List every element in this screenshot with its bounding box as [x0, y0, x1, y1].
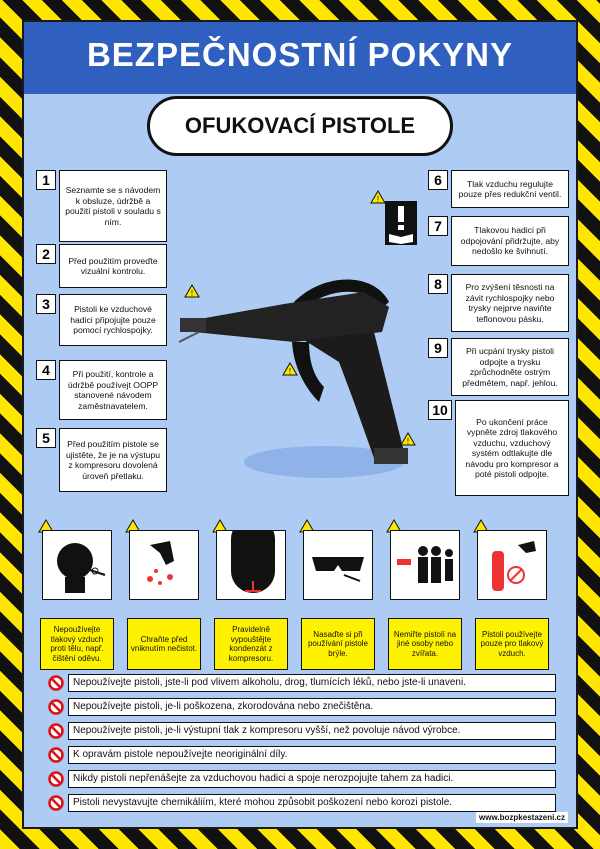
step-5 [36, 428, 167, 492]
rule-item [48, 746, 556, 766]
picto-caption: Pistoli používejte pouze pro tlakový vzduch. [475, 618, 549, 670]
prohibition-icon [48, 771, 64, 787]
step-text: Tlak vzduchu regulujte pouze přes redukční ventil. [451, 170, 569, 208]
step-7 [428, 216, 569, 266]
step-1 [36, 170, 167, 242]
step-6 [428, 170, 569, 208]
step-text: Při ucpání trysky pistoli odpojte a trysku zprůchodněte ostrým předmětem, např. jehlou. [451, 338, 569, 396]
prohibition-icon [48, 795, 64, 811]
step-text: Po ukončení práce vypněte zdroj tlakového vzduchu, vzduchový systém odtlakujte dle návodu pro kompresor a poté pistoli odpojte. [455, 400, 569, 496]
step-text: Před použitím pistole se ujistěte, že je na výstupu z kompresoru dovolená úroveň přetlaku. [59, 428, 167, 492]
read-manual-icon [384, 200, 418, 251]
subtitle-pill: OFUKOVACÍ PISTOLE [147, 96, 453, 156]
step-number: 8 [428, 274, 448, 294]
step-3 [36, 294, 167, 346]
rule-item [48, 674, 556, 694]
head-blow-icon [42, 530, 112, 600]
step-number: 5 [36, 428, 56, 448]
goggles-icon [303, 530, 373, 600]
step-number: 9 [428, 338, 448, 358]
header-bar [24, 22, 576, 94]
page-title: BEZPEČNOSTNÍ POKYNY [86, 36, 514, 73]
warning-icon [370, 190, 386, 209]
step-number: 6 [428, 170, 448, 190]
rule-text: K opravám pistole nepoužívejte neoriginální díly. [68, 746, 556, 764]
footer-url[interactable]: www.bozpkestazeni.cz [476, 812, 568, 823]
step-text: Tlakovou hadici při odpojování přidržujte, aby nedošlo ke švihnutí. [451, 216, 569, 266]
svg-text:!: ! [190, 289, 194, 298]
step-number: 2 [36, 244, 56, 264]
prohibition-icon [48, 675, 64, 691]
svg-text:!: ! [376, 195, 380, 204]
step-4 [36, 360, 167, 420]
step-9 [428, 338, 569, 396]
prohibition-icon [48, 699, 64, 715]
air-blow-gun-illustration [174, 262, 424, 497]
rule-text: Nepoužívejte pistoli, je-li poškozena, zkorodována nebo znečištěna. [68, 698, 556, 716]
step-text: Při použití, kontrole a údržbě používejt OOPP stanovené návodem zaměstnavatelem. [59, 360, 167, 420]
step-text: Seznamte se s návodem k obsluze, údržbě a použití pistoli v souladu s ním. [59, 170, 167, 242]
step-8 [428, 274, 569, 332]
rule-text: Pistoli nevystavujte chemikáliím, které mohou způsobit poškození nebo korozi pistole. [68, 794, 556, 812]
step-text: Před použitím proveďte vizuální kontrolu. [59, 244, 167, 288]
picto-caption: Nasaďte si při používání pistole brýle. [301, 618, 375, 670]
step-number: 1 [36, 170, 56, 190]
picto-caption: Pravidelně vypouštějte kondenzát z kompresoru. [214, 618, 288, 670]
step-text: Pistoli ke vzduchové hadici připojujte pouze pomocí rychlospojky. [59, 294, 167, 346]
picto-caption: Nemiřte pistolí na jiné osoby nebo zvířata. [388, 618, 462, 670]
warning-icon [184, 284, 200, 303]
warning-icon [282, 362, 298, 381]
warning-icon [400, 432, 416, 451]
picto-caption: Nepoužívejte tlakový vzduch proti tělu, např. čištění oděvu. [40, 618, 114, 670]
rule-text: Nepoužívejte pistoli, je-li výstupní tlak z kompresoru vyšší, než povoluje návod výrobce. [68, 722, 556, 740]
rule-text: Nikdy pistoli nepřenášejte za vzduchovou hadici a spoje nerozpojujte tahem za hadici. [68, 770, 556, 788]
step-number: 7 [428, 216, 448, 236]
svg-text:!: ! [288, 367, 292, 376]
rule-text: Nepoužívejte pistoli, jste-li pod vlivem alkoholu, drog, tlumících léků, nebo jste-li unaveni. [68, 674, 556, 692]
prohibition-icon [48, 747, 64, 763]
rule-item [48, 770, 556, 790]
cylinder-icon [477, 530, 547, 600]
rule-item [48, 722, 556, 742]
chips-icon [129, 530, 199, 600]
prohibition-icon [48, 723, 64, 739]
step-number: 3 [36, 294, 56, 314]
step-number: 10 [428, 400, 452, 420]
poster-panel [22, 20, 578, 829]
svg-text:!: ! [406, 437, 410, 446]
step-number: 4 [36, 360, 56, 380]
step-2 [36, 244, 167, 288]
step-10 [428, 400, 569, 496]
step-text: Pro zvýšení těsnosti na závit rychlospojky nebo trysky nejprve naviňte teflonovou pásku. [451, 274, 569, 332]
people-icon [390, 530, 460, 600]
rule-item [48, 794, 556, 814]
rule-item [48, 698, 556, 718]
condensate-icon [216, 530, 286, 600]
picto-caption: Chraňte před vniknutím nečistot. [127, 618, 201, 670]
